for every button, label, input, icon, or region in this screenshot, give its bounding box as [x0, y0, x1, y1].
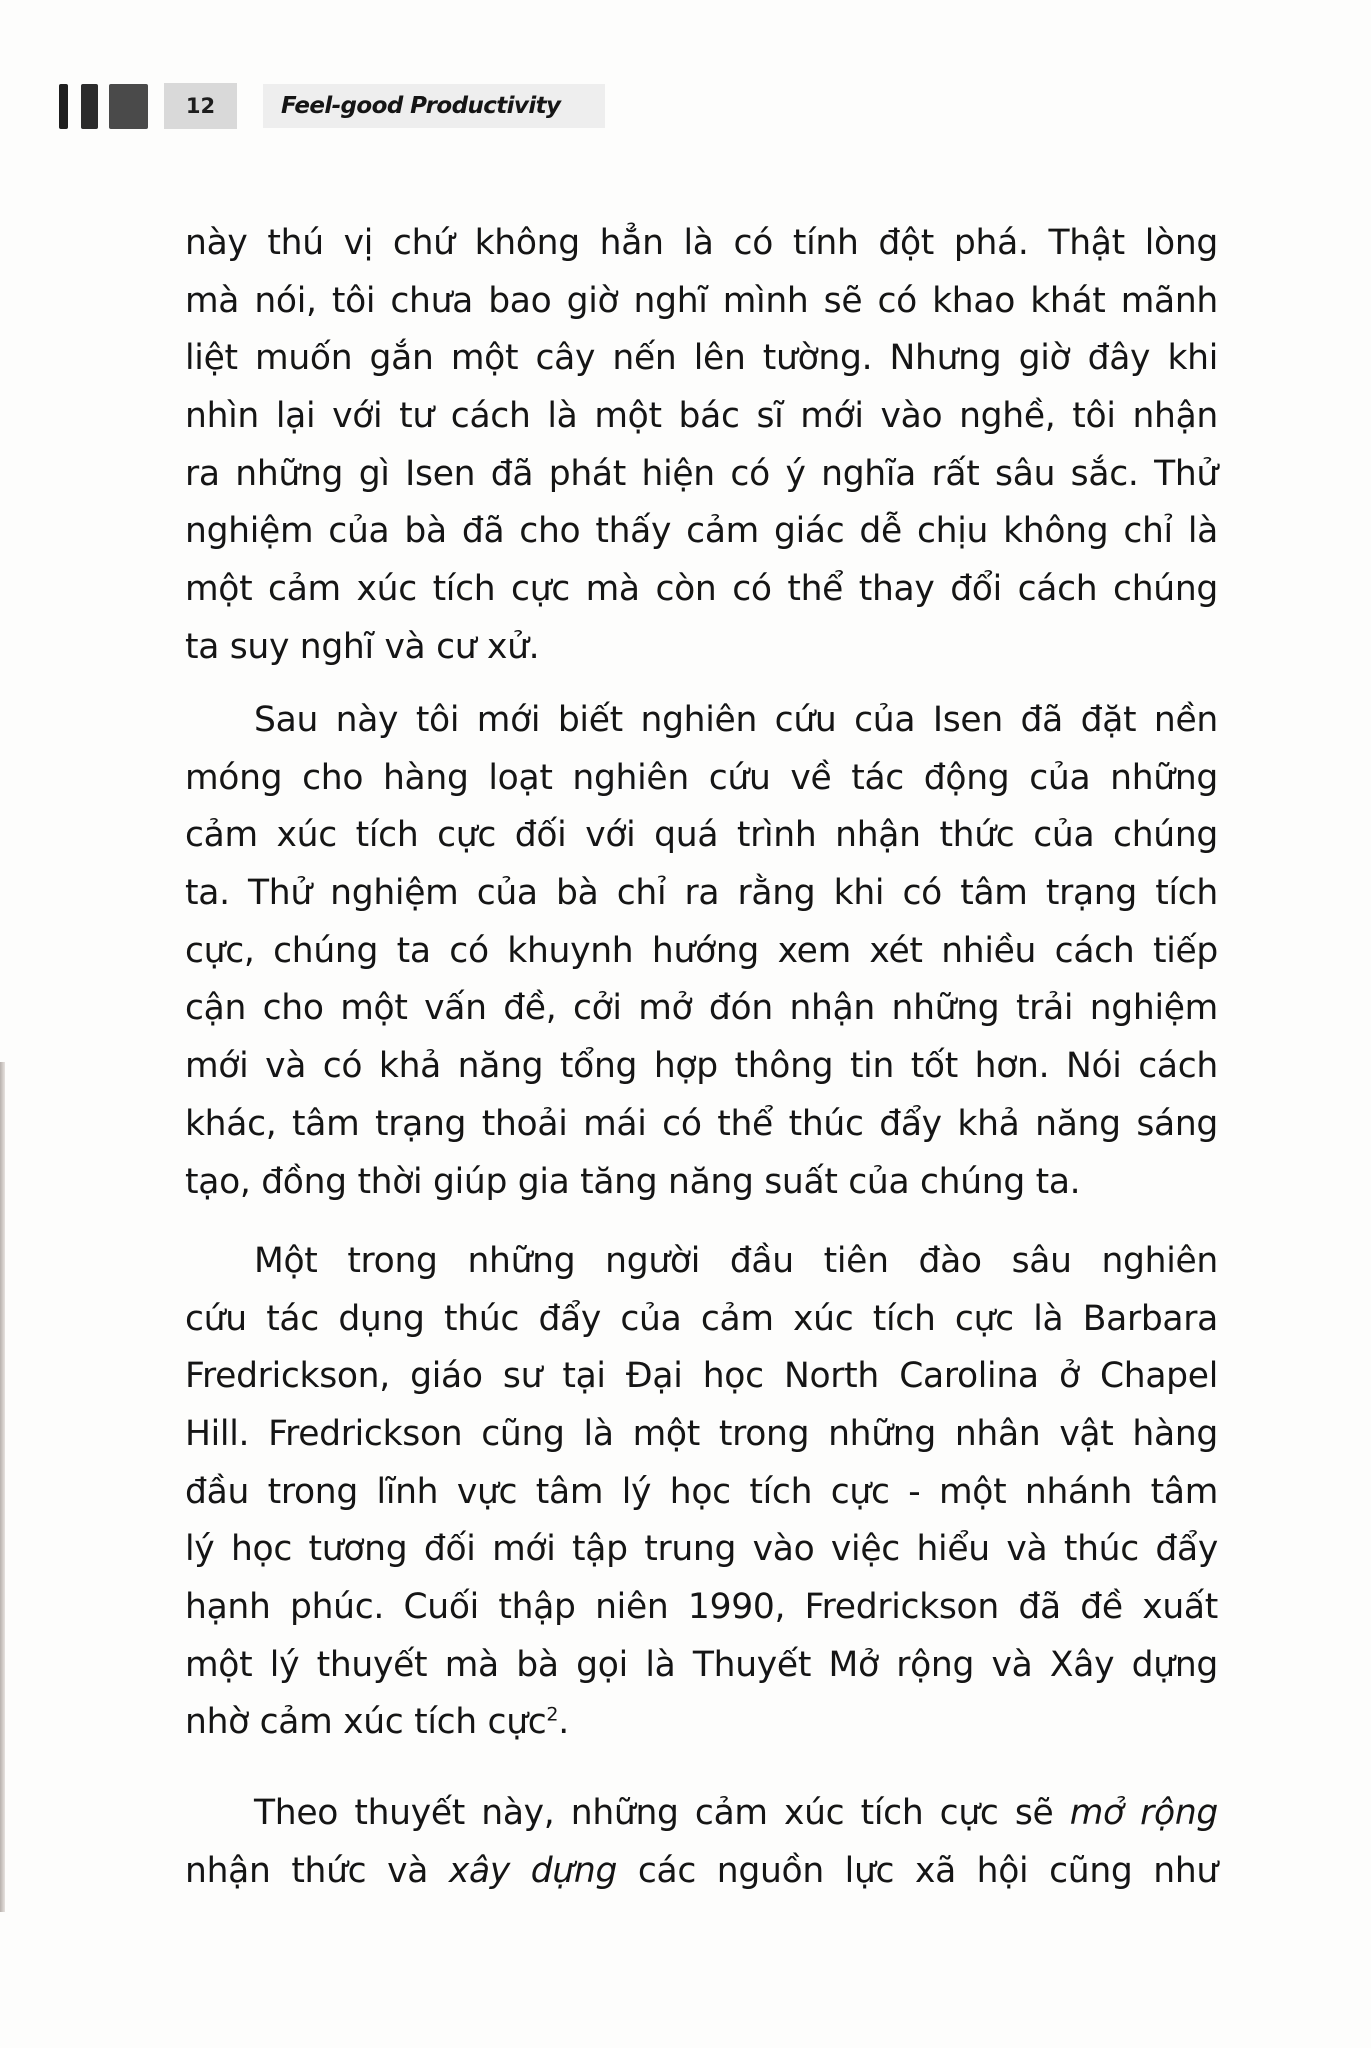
text-line: [185, 1842, 1218, 1900]
text-line: lý học tương đối mới tập trung vào việc hiểu và thúc đẩy: [185, 1529, 1218, 1569]
text-line: Một trong những người đầu tiên đào sâu nghiên: [254, 1241, 1218, 1281]
text-line: nghiệm của bà đã cho thấy cảm giác dễ chịu không chỉ là: [185, 511, 1218, 551]
text-line: này thú vị chứ không hẳn là có tính đột phá. Thật lòng: [185, 223, 1218, 263]
text-line: Sau này tôi mới biết nghiên cứu của Isen đã đặt nền: [254, 700, 1218, 740]
text-line: ra những gì Isen đã phát hiện có ý nghĩa rất sâu sắc. Thử: [185, 454, 1218, 494]
header-marker-bar-icon: [59, 84, 68, 129]
running-header: [0, 0, 1371, 160]
text-line: ta. Thử nghiệm của bà chỉ ra rằng khi có tâm trạng tích: [185, 873, 1218, 913]
text-line-content: nhờ cảm xúc tích cực: [185, 1702, 547, 1742]
text-line: cứu tác dụng thúc đẩy của cảm xúc tích cực là Barbara: [185, 1299, 1218, 1339]
emphasis-text: xây dựng: [448, 1851, 618, 1891]
header-marker-bar-icon: [109, 84, 148, 129]
text-line: ta suy nghĩ và cư xử.: [185, 627, 540, 667]
text-line: mà nói, tôi chưa bao giờ nghĩ mình sẽ có khao khát mãnh: [185, 281, 1218, 321]
text-line: nhìn lại với tư cách là một bác sĩ mới vào nghề, tôi nhận: [185, 396, 1218, 436]
text-line: [254, 1784, 1218, 1842]
footnote-marker[interactable]: 2: [546, 1703, 559, 1726]
text-line: khác, tâm trạng thoải mái có thể thúc đẩy khả năng sáng: [185, 1104, 1218, 1144]
book-page-edge: [0, 1062, 5, 1912]
text-line: hạnh phúc. Cuối thập niên 1990, Fredrickson đã đề xuất: [185, 1587, 1218, 1627]
text-line: cảm xúc tích cực đối với quá trình nhận thức của chúng: [185, 815, 1218, 855]
text-line: một cảm xúc tích cực mà còn có thể thay đổi cách chúng: [185, 569, 1218, 609]
text-line: móng cho hàng loạt nghiên cứu về tác động của những: [185, 758, 1218, 798]
text-line: một lý thuyết mà bà gọi là Thuyết Mở rộng và Xây dựng: [185, 1645, 1218, 1685]
text-run: Theo thuyết này, những cảm xúc tích cực sẽ: [254, 1793, 1070, 1833]
text-line: liệt muốn gắn một cây nến lên tường. Nhưng giờ đây khi: [185, 338, 1218, 378]
text-line: cận cho một vấn đề, cởi mở đón nhận những trải nghiệm: [185, 988, 1218, 1028]
text-run: nhận thức và: [185, 1851, 449, 1891]
text-line: tạo, đồng thời giúp gia tăng năng suất của chúng ta.: [185, 1162, 1081, 1202]
text-line: Hill. Fredrickson cũng là một trong những nhân vật hàng: [185, 1414, 1218, 1454]
text-line: đầu trong lĩnh vực tâm lý học tích cực - một nhánh tâm: [185, 1472, 1218, 1512]
emphasis-text: mở rộng: [1069, 1793, 1219, 1833]
header-marker-bar-icon: [81, 84, 98, 129]
text-line: [185, 1693, 1218, 1751]
running-title-text: Feel-good Productivity: [281, 93, 561, 119]
text-line: Fredrickson, giáo sư tại Đại học North Carolina ở Chapel: [185, 1356, 1218, 1396]
page-number-text: 12: [185, 94, 216, 118]
page-number: [164, 83, 237, 129]
text-line: cực, chúng ta có khuynh hướng xem xét nhiều cách tiếp: [185, 931, 1218, 971]
text-line: mới và có khả năng tổng hợp thông tin tốt hơn. Nói cách: [185, 1046, 1218, 1086]
text-run: các nguồn lực xã hội cũng như: [617, 1851, 1218, 1891]
running-title: [263, 84, 605, 128]
sentence-end: .: [558, 1702, 569, 1742]
